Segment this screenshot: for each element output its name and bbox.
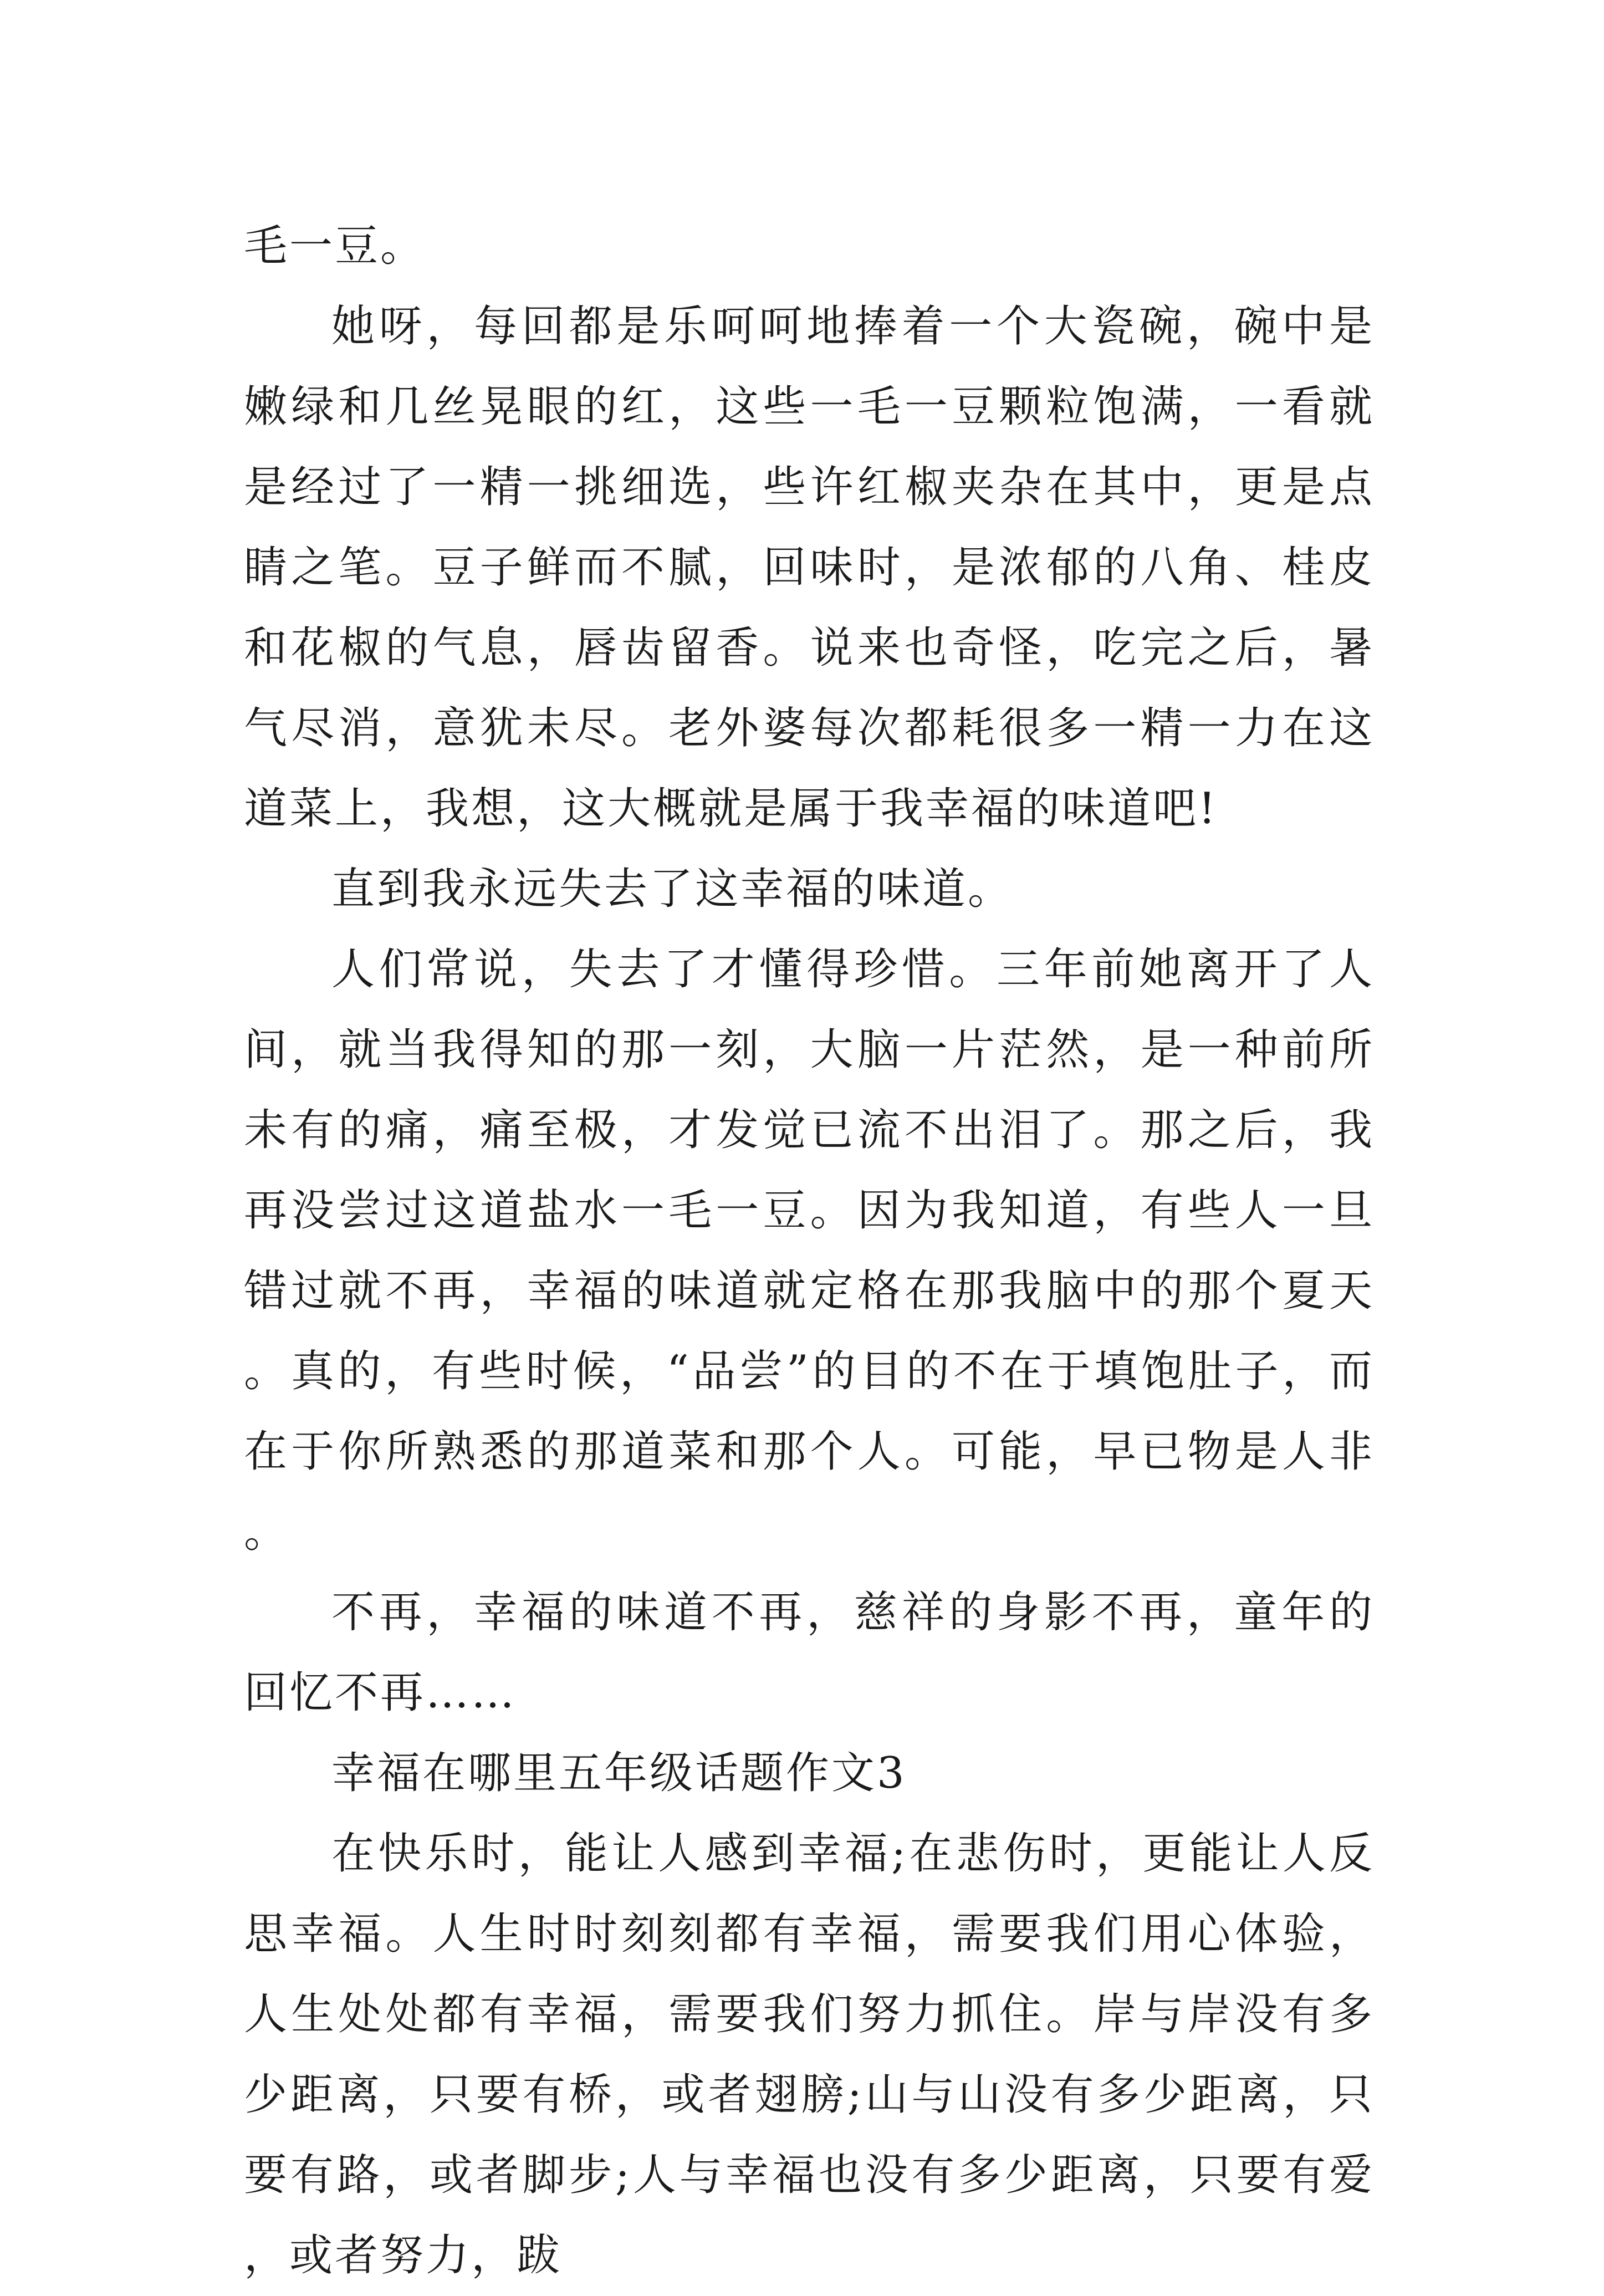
document-body (244, 206, 1375, 2296)
paragraph-grandmother-bowl: 她呀，每回都是乐呵呵地捧着一个大瓷碗，碗中是嫩绿和几丝晃眼的红，这些一毛一豆颗粒饱满，一看就是经过了一精一挑细选，些许红椒夹杂在其中，更是点睛之笔。豆子鲜而不腻，回味时，是浓郁的八角、桂皮和花椒的气息，唇齿留香。说来也奇怪，吃完之后，暑气尽消，意犹未尽。老外婆每次都耗很多一精一力在这道菜上，我想，这大概就是属于我幸福的味道吧! (244, 302, 1375, 834)
paragraph-happiness-distance: 在快乐时，能让人感到幸福;在悲伤时，更能让人反思幸福。人生时时刻刻都有幸福，需要我们用心体验，人生处处都有幸福，需要我们努力抓住。岸与岸没有多少距离，只要有桥，或者翅膀;山与山没有多少距离，只要有路，或者脚步;人与幸福也没有多少距离，只要有爱，或者努力，跋 (244, 1829, 1375, 2280)
paragraph-lost-taste: 直到我永远失去了这幸福的味道。 (331, 864, 1014, 914)
paragraph-cherish: 人们常说，失去了才懂得珍惜。三年前她离开了人间，就当我得知的那一刻，大脑一片茫然，是一种前所未有的痛，痛至极，才发觉已流不出泪了。那之后，我再没尝过这道盐水一毛一豆。因为我知道，有些人一旦错过就不再，幸福的味道就定格在那我脑中的那个夏天。真的，有些时候，“品尝”的目的不在于填饱肚子，而在于你所熟悉的那道菜和那个人。可能，早已物是人非。 (244, 945, 1375, 1557)
paragraph-no-more: 不再，幸福的味道不再，慈祥的身影不再，童年的回忆不再…… (244, 1588, 1375, 1718)
essay-heading: 幸福在哪里五年级话题作文3 (331, 1748, 907, 1798)
paragraph-continuation: 毛一豆。 (244, 221, 426, 271)
